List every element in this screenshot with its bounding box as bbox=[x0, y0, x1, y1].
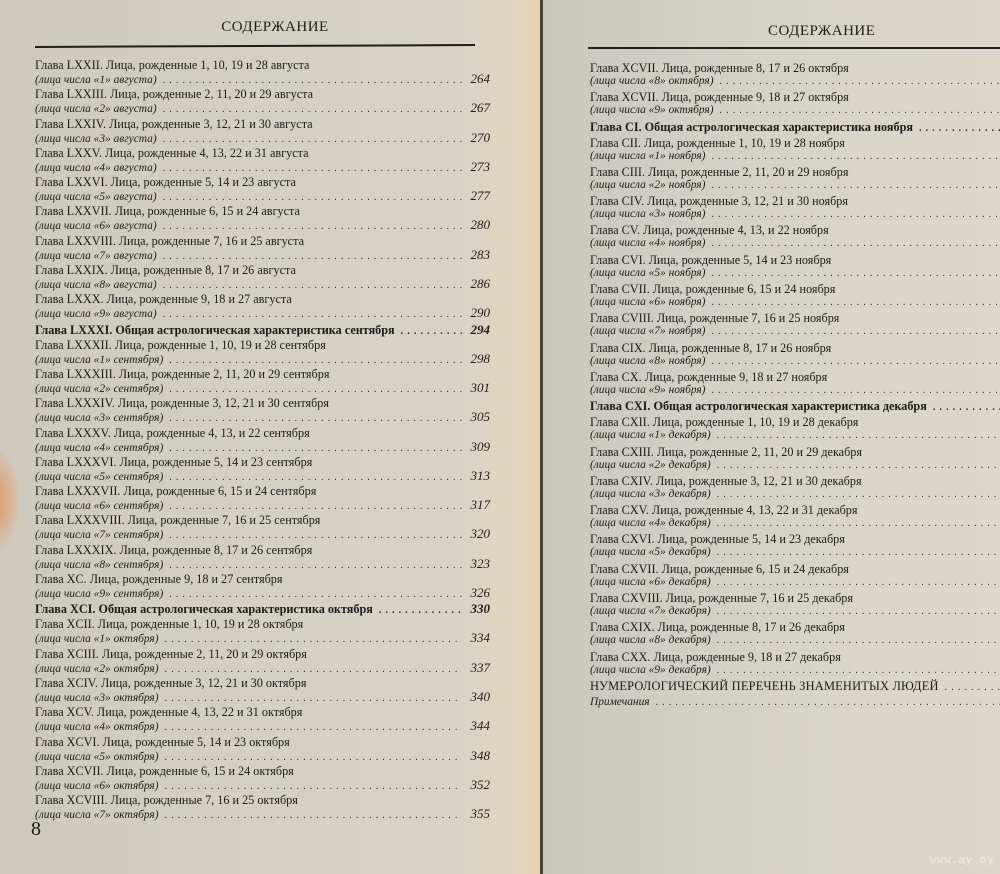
toc-entry bbox=[35, 88, 490, 117]
toc-entry bbox=[35, 397, 490, 426]
toc-entry bbox=[590, 533, 1000, 562]
dot-leader bbox=[165, 780, 463, 793]
toc-entry-title-line bbox=[590, 121, 1000, 135]
entry-subtitle: (лица числа «9» августа) bbox=[35, 308, 157, 321]
dot-leader bbox=[711, 384, 1000, 397]
page-ref: 280 bbox=[470, 217, 490, 233]
entry-title: Глава CI. Общая астрологическая характеристика ноября bbox=[590, 119, 913, 134]
entry-title: Глава XCII. Лица, рожденные 1, 10, 19 и 28 октября bbox=[35, 617, 304, 632]
toc-entry bbox=[590, 651, 1000, 680]
entry-title: Глава CV. Лица, рожденные 4, 13, и 22 ноября bbox=[590, 223, 829, 238]
right-page bbox=[543, 0, 1000, 874]
page-ref: 340 bbox=[470, 688, 490, 704]
page-ref: 352 bbox=[470, 776, 490, 792]
entry-subtitle: (лица числа «2» ноября) bbox=[590, 178, 706, 191]
entry-title: Глава LXXVI. Лица, рожденные 5, 14 и 23 августа bbox=[35, 175, 296, 190]
entry-subtitle: (лица числа «5» августа) bbox=[35, 191, 157, 204]
entry-subtitle: (лица числа «9» ноября) bbox=[590, 383, 706, 396]
toc-entry bbox=[35, 205, 490, 234]
page-ref: 309 bbox=[470, 438, 490, 454]
table-of-contents bbox=[35, 59, 490, 823]
entry-subtitle: (лица числа «3» сентября) bbox=[35, 412, 164, 425]
entry-title: Глава XCV. Лица, рожденные 4, 13, 22 и 31 октября bbox=[35, 705, 303, 720]
toc-entry bbox=[590, 121, 1000, 137]
dot-leader bbox=[169, 442, 462, 455]
page-ref: 305 bbox=[470, 409, 490, 425]
toc-entry bbox=[35, 368, 490, 397]
entry-title: Глава LXXXII. Лица, рожденные 1, 10, 19 и 28 сентября bbox=[35, 337, 326, 352]
toc-entry-subtitle-line bbox=[590, 429, 1000, 442]
page-number: 8 bbox=[31, 818, 41, 840]
page-ref: 313 bbox=[470, 467, 490, 483]
entry-title: Глава XCI. Общая астрологическая характеристика октября bbox=[35, 602, 373, 617]
toc-entry bbox=[590, 254, 1000, 283]
page-ref: 277 bbox=[470, 188, 490, 204]
page-ref: 294 bbox=[470, 321, 490, 337]
toc-entry-subtitle-line bbox=[35, 160, 490, 175]
dot-leader bbox=[711, 150, 1000, 163]
entry-subtitle: (лица числа «2» октября) bbox=[35, 662, 159, 675]
dot-leader bbox=[919, 122, 1000, 135]
finger-shadow bbox=[0, 450, 20, 550]
entry-subtitle: (лица числа «4» октября) bbox=[35, 721, 159, 734]
entry-title: Глава CXI. Общая астрологическая характеристика декабря bbox=[590, 399, 927, 414]
dot-leader bbox=[717, 664, 1000, 677]
toc-entry-subtitle-line bbox=[35, 218, 490, 233]
page-ref: 337 bbox=[470, 659, 490, 675]
entry-subtitle: (лица числа «4» декабря) bbox=[590, 517, 711, 530]
toc-entry-subtitle-line bbox=[35, 661, 490, 676]
toc-entry-title-line bbox=[590, 680, 1000, 694]
toc-entry-subtitle-line bbox=[590, 664, 1000, 677]
entry-title: Примечания bbox=[590, 695, 650, 708]
dot-leader bbox=[163, 191, 462, 204]
entry-subtitle: (лица числа «5» ноября) bbox=[590, 266, 706, 279]
toc-entry bbox=[590, 224, 1000, 253]
dot-leader bbox=[169, 471, 462, 484]
toc-entry-subtitle-line bbox=[590, 179, 1000, 192]
toc-entry bbox=[590, 91, 1000, 120]
page-ref: 270 bbox=[470, 129, 490, 145]
entry-title: Глава LXXIX. Лица, рожденные 8, 17 и 26 августа bbox=[35, 263, 296, 278]
toc-entry-subtitle-line bbox=[35, 778, 490, 793]
entry-subtitle: (лица числа «1» августа) bbox=[35, 74, 157, 86]
entry-subtitle: (лица числа «5» сентября) bbox=[35, 470, 164, 483]
toc-entry-subtitle-line bbox=[590, 237, 1000, 250]
toc-entry bbox=[35, 427, 490, 456]
toc-entry bbox=[35, 677, 490, 706]
toc-entry bbox=[35, 602, 490, 618]
dot-leader bbox=[717, 488, 1000, 501]
toc-entry-subtitle-line bbox=[590, 546, 1000, 559]
dot-leader bbox=[933, 401, 1000, 414]
entry-title: Глава XCVII. Лица, рожденные 9, 18 и 27 октября bbox=[590, 90, 849, 105]
entry-subtitle: (лица числа «1» декабря) bbox=[590, 429, 711, 442]
entry-title: Глава CXV. Лица, рожденные 4, 13, 22 и 31 декабря bbox=[590, 503, 858, 518]
entry-subtitle: (лица числа «6» декабря) bbox=[590, 575, 711, 588]
toc-entry-subtitle-line bbox=[35, 131, 490, 146]
dot-leader bbox=[165, 721, 463, 734]
page-ref: 290 bbox=[470, 305, 490, 321]
entry-title: Глава CXVI. Лица, рожденные 5, 14 и 23 декабря bbox=[590, 532, 845, 547]
toc-entry-subtitle-line bbox=[35, 72, 490, 87]
dot-leader bbox=[169, 529, 462, 542]
entry-title: Глава CXII. Лица, рожденные 1, 10, 19 и 28 декабря bbox=[590, 415, 859, 430]
page-ref: 283 bbox=[470, 246, 490, 262]
entry-title: Глава CVI. Лица, рожденные 5, 14 и 23 ноября bbox=[590, 252, 832, 267]
entry-title: Глава LXXXV. Лица, рожденные 4, 13, и 22 сентября bbox=[35, 425, 310, 440]
entry-subtitle: (лица числа «1» октября) bbox=[35, 633, 159, 646]
page-ref: 286 bbox=[470, 276, 490, 292]
entry-title: Глава XCIV. Лица, рожденные 3, 12, 21 и 30 октября bbox=[35, 675, 307, 690]
dot-leader bbox=[720, 75, 1000, 88]
toc-entry bbox=[590, 195, 1000, 224]
entry-title: Глава LXXII. Лица, рожденные 1, 10, 19 и 28 августа bbox=[35, 58, 310, 72]
toc-entry bbox=[590, 283, 1000, 312]
toc-entry-subtitle-line bbox=[35, 440, 490, 455]
toc-entry bbox=[35, 485, 490, 514]
entry-subtitle: (лица числа «3» декабря) bbox=[590, 487, 711, 500]
dot-leader bbox=[717, 576, 1000, 589]
dot-leader bbox=[165, 633, 463, 646]
page-ref: 301 bbox=[470, 379, 490, 395]
entry-subtitle: (лица числа «7» октября) bbox=[35, 809, 159, 822]
entry-subtitle: (лица числа «3» октября) bbox=[35, 691, 159, 704]
toc-entry bbox=[35, 648, 490, 677]
page-ref: 348 bbox=[470, 747, 490, 763]
toc-entry-title-line bbox=[590, 400, 1000, 414]
toc-entry-subtitle-line bbox=[35, 749, 490, 764]
entry-title: Глава CXVIII. Лица, рожденные 7, 16 и 25 декабря bbox=[590, 591, 853, 606]
toc-entry-subtitle-line bbox=[35, 719, 490, 734]
entry-title: Глава XCVII. Лица, рожденные 6, 15 и 24 октября bbox=[35, 763, 294, 778]
entry-title: Глава XCVI. Лица, рожденные 5, 14 и 23 октября bbox=[35, 734, 290, 749]
toc-entry bbox=[590, 400, 1000, 416]
page-ref: 326 bbox=[470, 585, 490, 601]
entry-title: Глава CXIX. Лица, рожденные 8, 17 и 26 декабря bbox=[590, 620, 845, 635]
page-ref: 273 bbox=[470, 158, 490, 174]
dot-leader bbox=[720, 104, 1000, 117]
toc-entry-subtitle-line bbox=[35, 807, 490, 822]
entry-subtitle: (лица числа «3» ноября) bbox=[590, 208, 706, 221]
page-ref: 323 bbox=[470, 555, 490, 571]
toc-entry-subtitle-line bbox=[35, 586, 490, 601]
entry-title: Глава LXXX. Лица, рожденные 9, 18 и 27 августа bbox=[35, 292, 292, 307]
dot-leader bbox=[711, 208, 1000, 221]
dot-leader bbox=[165, 663, 463, 676]
toc-entry bbox=[35, 765, 490, 794]
toc-entry-subtitle-line bbox=[590, 355, 1000, 368]
toc-entry-subtitle-line bbox=[590, 488, 1000, 501]
toc-entry-subtitle-line bbox=[590, 267, 1000, 280]
toc-entry bbox=[35, 573, 490, 602]
toc-entry bbox=[35, 706, 490, 735]
page-ref: 298 bbox=[470, 350, 490, 366]
entry-subtitle: (лица числа «9» декабря) bbox=[590, 663, 711, 676]
page-ref: 320 bbox=[470, 526, 490, 542]
entry-subtitle: (лица числа «9» сентября) bbox=[35, 588, 164, 601]
entry-title: Глава XCVII. Лица, рожденные 8, 17 и 26 октября bbox=[590, 61, 849, 75]
toc-entry-subtitle-line bbox=[35, 631, 490, 646]
entry-title: Глава CX. Лица, рожденные 9, 18 и 27 ноября bbox=[590, 369, 828, 384]
table-of-contents bbox=[590, 62, 1000, 712]
toc-entry-subtitle-line bbox=[35, 352, 490, 367]
entry-subtitle: (лица числа «7» декабря) bbox=[590, 605, 711, 618]
toc-entry bbox=[35, 293, 490, 322]
entry-title: НУМЕРОЛОГИЧЕСКИЙ ПЕРЕЧЕНЬ ЗНАМЕНИТЫХ ЛЮДЕЙ bbox=[590, 678, 939, 693]
entry-title: Глава LXXV. Лица, рожденные 4, 13, 22 и 31 августа bbox=[35, 145, 309, 160]
entry-title: Глава CIX. Лица, рожденные 8, 17 и 26 ноября bbox=[590, 340, 832, 355]
toc-entry bbox=[590, 475, 1000, 504]
dot-leader bbox=[717, 429, 1000, 442]
entry-title: Глава LXXXIX. Лица, рожденные 8, 17 и 26 сентября bbox=[35, 542, 313, 557]
entry-subtitle: (лица числа «8» ноября) bbox=[590, 354, 706, 367]
toc-entry bbox=[590, 166, 1000, 195]
toc-entry-subtitle-line bbox=[35, 381, 490, 396]
toc-entry bbox=[590, 416, 1000, 445]
toc-entry bbox=[590, 504, 1000, 533]
entry-subtitle: (лица числа «4» сентября) bbox=[35, 441, 164, 454]
entry-title: Глава CII. Лица, рожденные 1, 10, 19 и 28 ноября bbox=[590, 135, 845, 150]
dot-leader bbox=[711, 325, 1000, 338]
toc-entry-subtitle-line bbox=[35, 527, 490, 542]
entry-title: Глава CXIV. Лица, рожденные 3, 12, 21 и 30 декабря bbox=[590, 473, 862, 488]
entry-subtitle: (лица числа «7» ноября) bbox=[590, 325, 706, 338]
toc-entry bbox=[35, 147, 490, 176]
entry-title: Глава LXXXI. Общая астрологическая характеристика сентября bbox=[35, 322, 395, 337]
toc-entry bbox=[35, 514, 490, 543]
entry-title: Глава LXXXVIII. Лица, рожденные 7, 16 и 25 сентября bbox=[35, 513, 321, 528]
entry-subtitle: (лица числа «6» ноября) bbox=[590, 296, 706, 309]
toc-entry-subtitle-line bbox=[590, 150, 1000, 163]
toc-entry bbox=[590, 696, 1000, 712]
toc-entry-subtitle-line bbox=[590, 576, 1000, 589]
dot-leader bbox=[163, 308, 462, 321]
toc-entry bbox=[590, 62, 1000, 91]
toc-entry bbox=[35, 339, 490, 368]
dot-leader bbox=[711, 355, 1000, 368]
toc-entry-subtitle-line bbox=[590, 605, 1000, 618]
dot-leader bbox=[945, 681, 1000, 694]
entry-title: Глава CVII. Лица, рожденные 6, 15 и 24 ноября bbox=[590, 282, 836, 297]
toc-entry bbox=[35, 264, 490, 293]
toc-entry bbox=[590, 137, 1000, 166]
entry-subtitle: (лица числа «6» октября) bbox=[35, 779, 159, 792]
dot-leader bbox=[169, 383, 462, 396]
toc-entry bbox=[590, 592, 1000, 621]
entry-subtitle: (лица числа «8» сентября) bbox=[35, 558, 164, 571]
dot-leader bbox=[711, 237, 1000, 250]
running-head: СОДЕРЖАНИЕ bbox=[768, 23, 876, 39]
toc-entry bbox=[35, 544, 490, 573]
running-head: СОДЕРЖАНИЕ bbox=[221, 19, 329, 35]
toc-entry-title-line bbox=[590, 696, 1000, 709]
toc-entry bbox=[35, 118, 490, 147]
toc-entry-title-line bbox=[35, 323, 490, 338]
entry-title: Глава CIII. Лица, рожденные 2, 11, 20 и 29 ноября bbox=[590, 164, 849, 179]
toc-entry-subtitle-line bbox=[35, 690, 490, 705]
entry-subtitle: (лица числа «8» декабря) bbox=[590, 634, 711, 647]
watermark: www.ay.by bbox=[929, 853, 994, 866]
entry-subtitle: (лица числа «1» ноября) bbox=[590, 149, 706, 162]
entry-title: Глава LXXXVI. Лица, рожденные 5, 14 и 23 сентября bbox=[35, 454, 313, 469]
entry-subtitle: (лица числа «6» августа) bbox=[35, 220, 157, 233]
entry-title: Глава CVIII. Лица, рожденные 7, 16 и 25 ноября bbox=[590, 311, 840, 326]
entry-title: Глава XCVIII. Лица, рожденные 7, 16 и 25 октября bbox=[35, 793, 298, 808]
toc-entry bbox=[590, 342, 1000, 371]
entry-subtitle: (лица числа «4» августа) bbox=[35, 161, 157, 174]
toc-entry bbox=[35, 456, 490, 485]
dot-leader bbox=[717, 546, 1000, 559]
entry-subtitle: (лица числа «4» ноября) bbox=[590, 237, 706, 250]
toc-entry bbox=[35, 235, 490, 264]
entry-subtitle: (лица числа «2» сентября) bbox=[35, 382, 164, 395]
entry-subtitle: (лица числа «7» августа) bbox=[35, 249, 157, 262]
dot-leader bbox=[717, 634, 1000, 647]
dot-leader bbox=[163, 250, 462, 263]
page-ref: 267 bbox=[470, 100, 490, 116]
entry-subtitle: (лица числа «6» сентября) bbox=[35, 500, 164, 513]
entry-title: Глава LXXIII. Лица, рожденные 2, 11, 20 и 29 августа bbox=[35, 87, 314, 102]
toc-entry-subtitle-line bbox=[35, 498, 490, 513]
dot-leader bbox=[379, 604, 462, 617]
toc-entry-subtitle-line bbox=[590, 75, 1000, 88]
toc-entry bbox=[590, 446, 1000, 475]
entry-title: Глава CXIII. Лица, рожденные 2, 11, 20 и 29 декабря bbox=[590, 444, 862, 459]
toc-entry-subtitle-line bbox=[35, 410, 490, 425]
header-rule bbox=[588, 47, 1000, 49]
dot-leader bbox=[711, 267, 1000, 280]
entry-subtitle: (лица числа «9» октября) bbox=[590, 104, 714, 117]
dot-leader bbox=[656, 696, 1000, 709]
entry-subtitle: (лица числа «2» декабря) bbox=[590, 458, 711, 471]
toc-entry-subtitle-line bbox=[35, 306, 490, 321]
dot-leader bbox=[169, 559, 462, 572]
dot-leader bbox=[717, 517, 1000, 530]
entry-title: Глава XC. Лица, рожденные 9, 18 и 27 сентября bbox=[35, 572, 283, 587]
toc-entry bbox=[590, 563, 1000, 592]
page-ref: 355 bbox=[470, 806, 490, 822]
page-ref: 330 bbox=[470, 601, 490, 617]
dot-leader bbox=[163, 133, 462, 146]
toc-entry-title-line bbox=[35, 602, 490, 617]
entry-title: Глава LXXXVII. Лица, рожденные 6, 15 и 24 сентября bbox=[35, 484, 317, 499]
entry-title: Глава LXXXIII. Лица, рожденные 2, 11, 20 и 29 сентября bbox=[35, 366, 330, 381]
entry-subtitle: (лица числа «1» сентября) bbox=[35, 353, 164, 366]
toc-entry-subtitle-line bbox=[35, 101, 490, 116]
entry-subtitle: (лица числа «7» сентября) bbox=[35, 529, 164, 542]
toc-entry-subtitle-line bbox=[590, 517, 1000, 530]
dot-leader bbox=[717, 459, 1000, 472]
toc-entry-subtitle-line bbox=[35, 277, 490, 292]
dot-leader bbox=[163, 279, 462, 292]
dot-leader bbox=[163, 103, 462, 116]
entry-subtitle: (лица числа «2» августа) bbox=[35, 103, 157, 116]
toc-entry-subtitle-line bbox=[590, 296, 1000, 309]
toc-entry-subtitle-line bbox=[35, 469, 490, 484]
toc-entry-subtitle-line bbox=[590, 208, 1000, 221]
toc-entry bbox=[35, 176, 490, 205]
entry-subtitle: (лица числа «5» октября) bbox=[35, 750, 159, 763]
dot-leader bbox=[169, 412, 462, 425]
toc-entry bbox=[35, 736, 490, 765]
entry-subtitle: (лица числа «8» октября) bbox=[590, 75, 714, 87]
dot-leader bbox=[169, 354, 462, 367]
dot-leader bbox=[401, 325, 462, 338]
dot-leader bbox=[711, 296, 1000, 309]
toc-entry-subtitle-line bbox=[590, 325, 1000, 338]
page-ref: 344 bbox=[470, 718, 490, 734]
dot-leader bbox=[169, 500, 462, 513]
entry-title: Глава CXVII. Лица, рожденные 6, 15 и 24 декабря bbox=[590, 561, 849, 576]
entry-title: Глава LXXXIV. Лица, рожденные 3, 12, 21 и 30 сентября bbox=[35, 396, 329, 411]
entry-title: Глава XCIII. Лица, рожденные 2, 11, 20 и 29 октября bbox=[35, 646, 307, 661]
toc-entry bbox=[35, 794, 490, 823]
toc-entry bbox=[590, 621, 1000, 650]
toc-entry-subtitle-line bbox=[590, 384, 1000, 397]
toc-entry bbox=[35, 59, 490, 88]
entry-title: Глава CXX. Лица, рожденные 9, 18 и 27 декабря bbox=[590, 649, 841, 664]
toc-entry bbox=[590, 371, 1000, 400]
dot-leader bbox=[163, 162, 462, 175]
entry-title: Глава LXXVIII. Лица, рожденные 7, 16 и 25 августа bbox=[35, 233, 304, 248]
entry-title: Глава LXXIV. Лица, рожденные 3, 12, 21 и 30 августа bbox=[35, 116, 313, 131]
entry-title: Глава CIV. Лица, рожденные 3, 12, 21 и 30 ноября bbox=[590, 194, 848, 209]
toc-entry-subtitle-line bbox=[35, 248, 490, 263]
entry-subtitle: (лица числа «3» августа) bbox=[35, 132, 157, 145]
page-ref: 264 bbox=[470, 71, 490, 86]
toc-entry bbox=[35, 323, 490, 339]
toc-entry bbox=[35, 618, 490, 647]
dot-leader bbox=[163, 220, 462, 233]
toc-entry bbox=[590, 680, 1000, 696]
page-ref: 334 bbox=[470, 630, 490, 646]
dot-leader bbox=[165, 751, 463, 764]
toc-entry-subtitle-line bbox=[35, 189, 490, 204]
page-ref: 317 bbox=[470, 497, 490, 513]
entry-subtitle: (лица числа «8» августа) bbox=[35, 279, 157, 292]
dot-leader bbox=[165, 809, 463, 822]
dot-leader bbox=[711, 179, 1000, 192]
dot-leader bbox=[717, 605, 1000, 618]
toc-entry-subtitle-line bbox=[590, 634, 1000, 647]
dot-leader bbox=[169, 588, 462, 601]
toc-entry-subtitle-line bbox=[590, 104, 1000, 117]
toc-entry bbox=[590, 312, 1000, 341]
entry-title: Глава LXXVII. Лица, рожденные 6, 15 и 24 августа bbox=[35, 204, 300, 219]
entry-subtitle: (лица числа «5» декабря) bbox=[590, 546, 711, 559]
dot-leader bbox=[163, 74, 462, 87]
dot-leader bbox=[165, 692, 463, 705]
toc-entry-subtitle-line bbox=[590, 459, 1000, 472]
toc-entry-subtitle-line bbox=[35, 557, 490, 572]
header-rule bbox=[35, 44, 475, 48]
